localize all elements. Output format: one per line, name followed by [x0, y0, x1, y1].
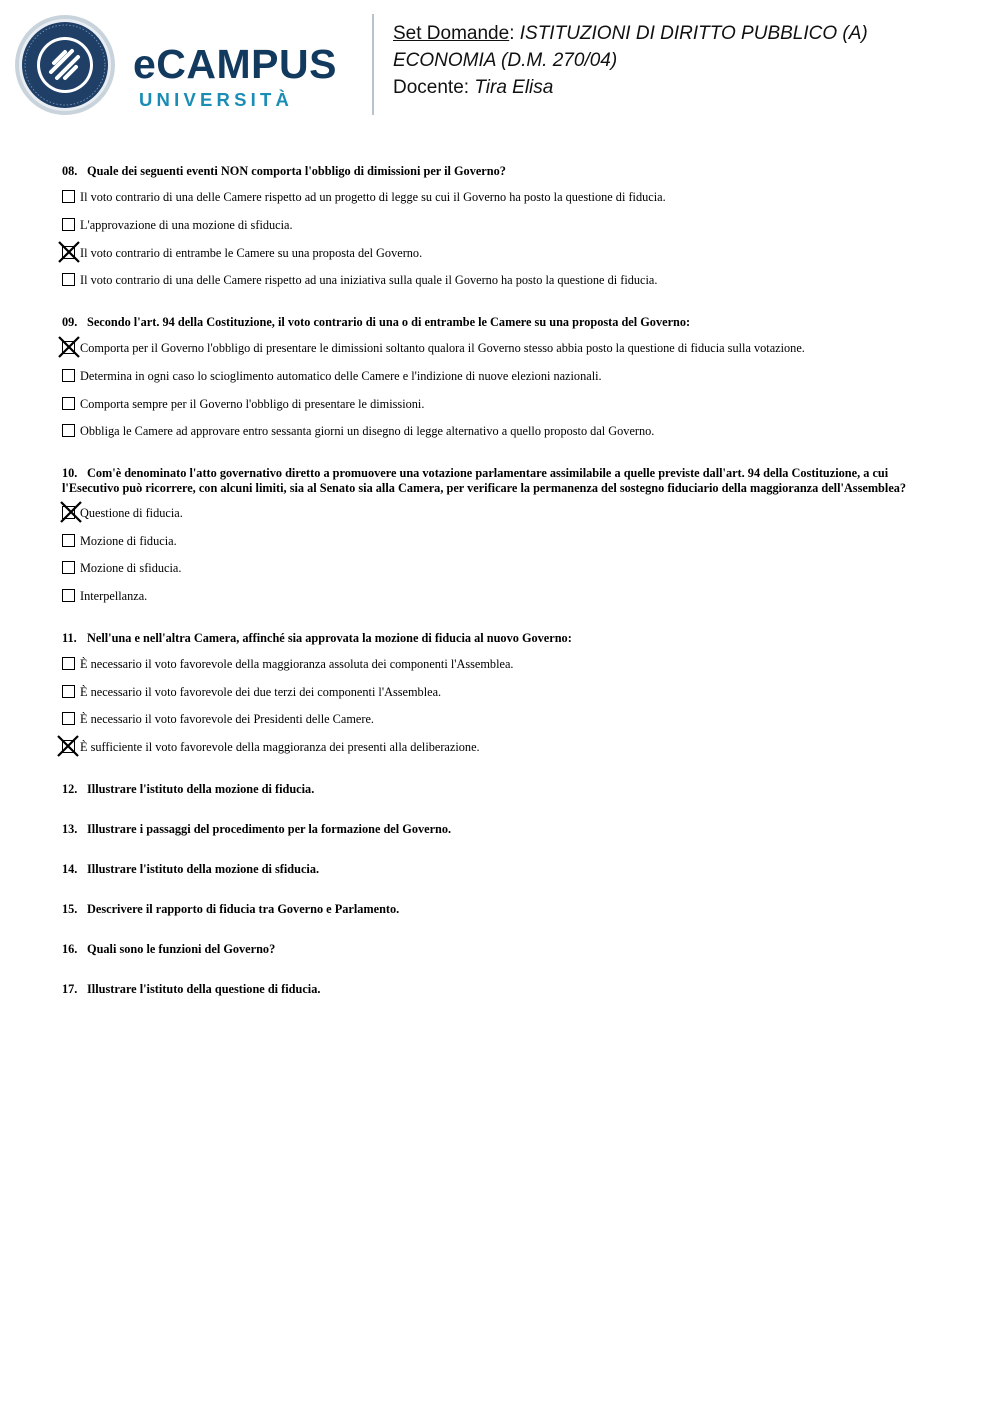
- question-number: 15.: [62, 902, 78, 916]
- question-text: Com'è denominato l'atto governativo diretto a promuovere una votazione parlamentare assimilabile a quelle previste dall'art. 94 della Costituzione, a cui: [87, 466, 889, 480]
- option-text: Il voto contrario di entrambe le Camere su una proposta del Governo.: [80, 246, 423, 260]
- option-text: È necessario il voto favorevole dei due terzi dei componenti l'Assemblea.: [80, 685, 442, 699]
- checkbox[interactable]: [62, 712, 75, 725]
- checkbox[interactable]: [62, 534, 75, 547]
- open-question-15: [62, 902, 399, 917]
- question-number: 10.: [62, 466, 78, 480]
- question-number: 13.: [62, 822, 78, 836]
- question-text: Illustrare l'istituto della mozione di fiducia.: [87, 782, 315, 796]
- option-text: È sufficiente il voto favorevole della maggioranza dei presenti alla deliberazione.: [80, 740, 480, 754]
- open-question-16: [62, 942, 275, 957]
- answer-option-selected[interactable]: [62, 739, 942, 757]
- answer-option[interactable]: [62, 189, 942, 207]
- question-number: 14.: [62, 862, 78, 876]
- question-text: Illustrare l'istituto della mozione di sfiducia.: [87, 862, 320, 876]
- answer-option[interactable]: [62, 588, 942, 606]
- ecampus-seal-logo: [14, 14, 116, 116]
- cross-mark-icon: [57, 240, 81, 264]
- question-number: 12.: [62, 782, 78, 796]
- set-title-line-1: Set Domande: ISTITUZIONI DI DIRITTO PUBBLICO (A): [393, 23, 868, 44]
- option-text: Questione di fiducia.: [80, 506, 183, 520]
- answer-option[interactable]: [62, 656, 942, 674]
- option-text: Mozione di fiducia.: [80, 534, 177, 548]
- open-question-12: [62, 782, 314, 797]
- checkbox[interactable]: [62, 424, 75, 437]
- answer-option[interactable]: [62, 684, 942, 702]
- question-text: Secondo l'art. 94 della Costituzione, il voto contrario di una o di entrambe le Camere su una proposta del Governo:: [87, 315, 691, 329]
- open-question-17: [62, 982, 320, 997]
- option-text: Comporta per il Governo l'obbligo di presentare le dimissioni soltanto qualora il Governo stesso abbia posto la questione di fiducia sulla votazione.: [80, 341, 805, 355]
- answer-option[interactable]: [62, 423, 942, 441]
- question-08: [62, 164, 942, 179]
- checkbox[interactable]: [62, 190, 75, 203]
- checkbox[interactable]: [62, 369, 75, 382]
- set-title-2: ECONOMIA (D.M. 270/04): [393, 50, 618, 71]
- checkbox[interactable]: [62, 657, 75, 670]
- option-text: Comporta sempre per il Governo l'obbligo di presentare le dimissioni.: [80, 397, 425, 411]
- docente-line: [393, 76, 553, 100]
- question-11: [62, 631, 942, 646]
- question-number: 17.: [62, 982, 78, 996]
- question-text: Quale dei seguenti eventi NON comporta l'obbligo di dimissioni per il Governo?: [87, 164, 506, 178]
- checkbox[interactable]: [62, 273, 75, 286]
- docente-name: Tira Elisa: [474, 77, 554, 98]
- question-number: 08.: [62, 164, 78, 178]
- option-text: Determina in ogni caso lo scioglimento automatico delle Camere e l'indizione di nuove elezioni nazionali.: [80, 369, 602, 383]
- option-text: Il voto contrario di una delle Camere rispetto ad un progetto di legge su cui il Governo ha posto la questione di fiducia.: [80, 190, 666, 204]
- answer-option[interactable]: [62, 396, 942, 414]
- question-10: [62, 466, 942, 496]
- option-text: È necessario il voto favorevole della maggioranza assoluta dei componenti l'Assemblea.: [80, 657, 514, 671]
- ecampus-wordmark: [133, 42, 357, 112]
- option-text: Mozione di sfiducia.: [80, 561, 182, 575]
- answer-option[interactable]: [62, 217, 942, 235]
- option-text: Interpellanza.: [80, 589, 148, 603]
- set-title-1: ISTITUZIONI DI DIRITTO PUBBLICO (A): [519, 23, 868, 44]
- question-text: Quali sono le funzioni del Governo?: [87, 942, 276, 956]
- question-text: Descrivere il rapporto di fiducia tra Governo e Parlamento.: [87, 902, 400, 916]
- open-question-13: [62, 822, 451, 837]
- checkbox[interactable]: [62, 589, 75, 602]
- answer-option[interactable]: [62, 711, 942, 729]
- answer-option-selected[interactable]: [62, 340, 942, 358]
- checkbox[interactable]: [62, 218, 75, 231]
- question-number: 11.: [62, 631, 77, 645]
- answer-option[interactable]: [62, 533, 942, 551]
- set-label: Set Domande: [393, 23, 510, 44]
- set-title-line-2: [393, 49, 617, 73]
- answer-option[interactable]: [62, 272, 942, 290]
- open-question-14: [62, 862, 319, 877]
- option-text: È necessario il voto favorevole dei Presidenti delle Camere.: [80, 712, 374, 726]
- question-number: 09.: [62, 315, 78, 329]
- page-header: [0, 0, 1000, 130]
- question-text: Illustrare l'istituto della questione di fiducia.: [87, 982, 321, 996]
- option-text: Obbliga le Camere ad approvare entro sessanta giorni un disegno di legge alternativo a quello proposto dal Governo.: [80, 424, 655, 438]
- answer-option[interactable]: [62, 560, 942, 578]
- question-text-continued: l'Esecutivo può ricorrere, con alcuni limiti, sia al Senato sia alla Camera, per verificare la permanenza del sostegno fiduciario della maggioranza dell'Assemblea?: [62, 481, 907, 495]
- brand-main: eCAMPUS: [133, 41, 337, 87]
- docente-label: Docente:: [393, 77, 470, 98]
- question-text: Nell'una e nell'altra Camera, affinché sia approvata la mozione di fiducia al nuovo Governo:: [87, 631, 572, 645]
- option-text: L'approvazione di una mozione di sfiducia.: [80, 218, 293, 232]
- cross-mark-icon: [56, 734, 80, 758]
- question-09: [62, 315, 942, 330]
- answer-option-selected[interactable]: [62, 245, 942, 263]
- question-number: 16.: [62, 942, 78, 956]
- checkbox[interactable]: [62, 685, 75, 698]
- checkbox[interactable]: [62, 397, 75, 410]
- option-text: Il voto contrario di una delle Camere rispetto ad una iniziativa sulla quale il Governo ha posto la questione di fiducia.: [80, 273, 658, 287]
- answer-option[interactable]: [62, 368, 942, 386]
- question-text: Illustrare i passaggi del procedimento per la formazione del Governo.: [87, 822, 452, 836]
- header-divider: [372, 14, 374, 115]
- cross-mark-icon: [57, 335, 81, 359]
- checkbox[interactable]: [62, 561, 75, 574]
- answer-option-selected[interactable]: [62, 505, 942, 523]
- brand-sub: UNIVERSITÀ: [139, 89, 294, 110]
